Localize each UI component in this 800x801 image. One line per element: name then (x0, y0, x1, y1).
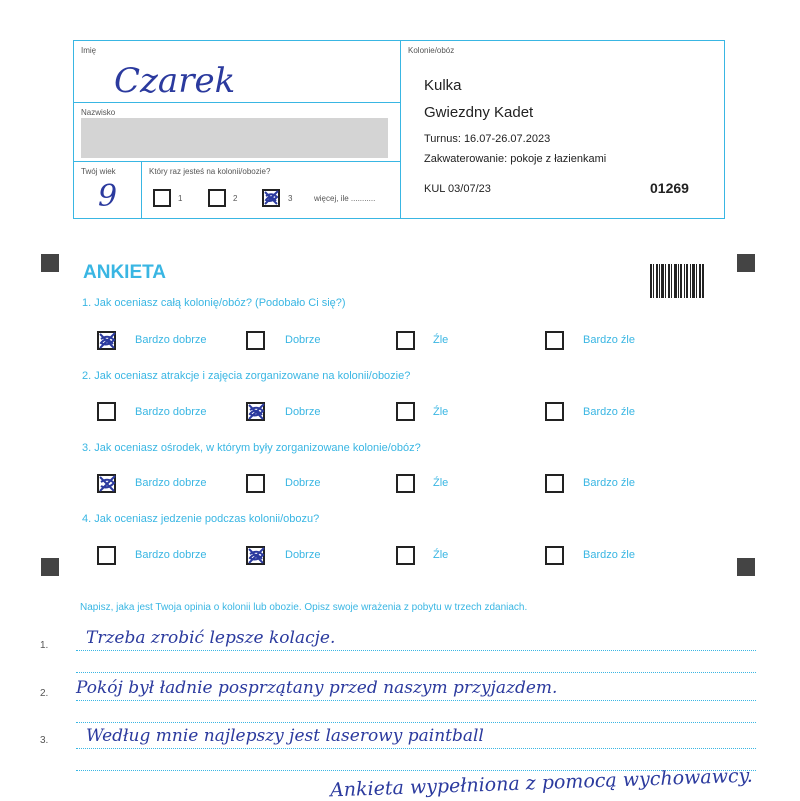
q1-bardzo-dobrze-checkbox[interactable] (97, 331, 116, 350)
question-1: 1. Jak oceniasz całą kolonię/obóz? (Podobało Ci się?) (82, 297, 346, 309)
camp-code: KUL 03/07/23 (424, 183, 491, 195)
handwritten-note: Ankieta wypełniona z pomocą wychowawcy. (329, 764, 754, 801)
registration-marker (737, 254, 755, 272)
q3-bardzo-zle-checkbox[interactable] (545, 474, 564, 493)
q3-option-label: Dobrze (285, 477, 321, 489)
imie-label: Imię (81, 46, 97, 55)
opinion-line-number: 1. (40, 640, 49, 651)
q1-option-label: Bardzo dobrze (135, 334, 207, 346)
q4-option-label: Dobrze (285, 549, 321, 561)
opinion-line-2[interactable]: Pokój był ładnie posprzątany przed naszym przyjazdem. (76, 678, 558, 698)
header-divider (400, 41, 401, 218)
q2-bardzo-dobrze-checkbox[interactable] (97, 402, 116, 421)
opinion-line-number: 2. (40, 688, 49, 699)
q4-option-label: Bardzo dobrze (135, 549, 207, 561)
q3-option-label: Bardzo dobrze (135, 477, 207, 489)
dotted-rule (76, 700, 756, 701)
turnus-text: Turnus: 16.07-26.07.2023 (424, 133, 551, 145)
q4-dobrze-checkbox[interactable] (246, 546, 265, 565)
wiek-label: Twój wiek (81, 167, 116, 176)
q4-option-label: Źle (433, 549, 449, 561)
scribble-check-icon (246, 545, 268, 567)
form-number: 01269 (650, 180, 689, 196)
q1-option-label: Dobrze (285, 334, 321, 346)
dotted-rule (76, 722, 756, 723)
wiek-divider (141, 161, 142, 218)
wiek-value: 9 (98, 179, 118, 214)
scribble-check-icon (97, 330, 119, 352)
q1-bardzo-zle-checkbox[interactable] (545, 331, 564, 350)
nazwisko-divider (74, 161, 400, 162)
camp-group: Gwiezdny Kadet (424, 104, 534, 121)
q2-zle-checkbox[interactable] (396, 402, 415, 421)
q2-option-label: Źle (433, 406, 449, 418)
q2-option-label: Bardzo dobrze (135, 406, 207, 418)
registration-marker (41, 254, 59, 272)
ktory-raz-1-checkbox[interactable] (153, 189, 171, 207)
registration-marker (737, 558, 755, 576)
registration-marker (41, 558, 59, 576)
q2-option-label: Dobrze (285, 406, 321, 418)
question-3: 3. Jak oceniasz ośrodek, w którym były zorganizowane kolonie/obóz? (82, 442, 421, 454)
opinion-line-3[interactable]: Według mnie najlepszy jest laserowy paintball (86, 726, 484, 746)
imie-divider (74, 102, 400, 103)
ktory-raz-3-label: 3 (288, 194, 293, 203)
q4-bardzo-dobrze-checkbox[interactable] (97, 546, 116, 565)
opinion-line-number: 3. (40, 735, 49, 746)
ktory-raz-label: Który raz jesteś na kolonii/obozie? (149, 167, 271, 176)
q3-option-label: Bardzo źle (583, 477, 635, 489)
q4-bardzo-zle-checkbox[interactable] (545, 546, 564, 565)
opinion-prompt: Napisz, jaka jest Twoja opinia o kolonii lub obozie. Opisz swoje wrażenia z pobytu w trzech zdaniach. (80, 602, 528, 613)
barcode (650, 264, 704, 298)
question-4: 4. Jak oceniasz jedzenie podczas kolonii/obozu? (82, 513, 320, 525)
nazwisko-redacted (81, 118, 388, 158)
q3-option-label: Źle (433, 477, 449, 489)
scribble-check-icon (262, 188, 282, 208)
kolonie-label: Kolonie/obóz (408, 46, 455, 55)
survey-title: ANKIETA (83, 262, 167, 283)
q1-zle-checkbox[interactable] (396, 331, 415, 350)
q2-dobrze-checkbox[interactable] (246, 402, 265, 421)
q4-zle-checkbox[interactable] (396, 546, 415, 565)
q1-dobrze-checkbox[interactable] (246, 331, 265, 350)
opinion-line-1[interactable]: Trzeba zrobić lepsze kolacje. (86, 628, 336, 648)
q3-dobrze-checkbox[interactable] (246, 474, 265, 493)
ktory-raz-more-label: więcej, ile ........... (314, 194, 376, 203)
q2-option-label: Bardzo źle (583, 406, 635, 418)
dotted-rule (76, 650, 756, 651)
ktory-raz-3-checkbox[interactable] (262, 189, 280, 207)
q4-option-label: Bardzo źle (583, 549, 635, 561)
q3-bardzo-dobrze-checkbox[interactable] (97, 474, 116, 493)
q1-option-label: Bardzo źle (583, 334, 635, 346)
question-2: 2. Jak oceniasz atrakcje i zajęcia zorganizowane na kolonii/obozie? (82, 370, 411, 382)
ktory-raz-2-checkbox[interactable] (208, 189, 226, 207)
ktory-raz-2-label: 2 (233, 194, 238, 203)
camp-name: Kulka (424, 77, 462, 94)
scribble-check-icon (97, 473, 119, 495)
scribble-check-icon (246, 401, 268, 423)
q1-option-label: Źle (433, 334, 449, 346)
zakwaterowanie-text: Zakwaterowanie: pokoje z łazienkami (424, 153, 607, 165)
header-form (73, 40, 725, 219)
dotted-rule (76, 748, 756, 749)
imie-value: Czarek (114, 61, 236, 101)
nazwisko-label: Nazwisko (81, 108, 116, 117)
ktory-raz-1-label: 1 (178, 194, 183, 203)
q3-zle-checkbox[interactable] (396, 474, 415, 493)
q2-bardzo-zle-checkbox[interactable] (545, 402, 564, 421)
dotted-rule (76, 672, 756, 673)
